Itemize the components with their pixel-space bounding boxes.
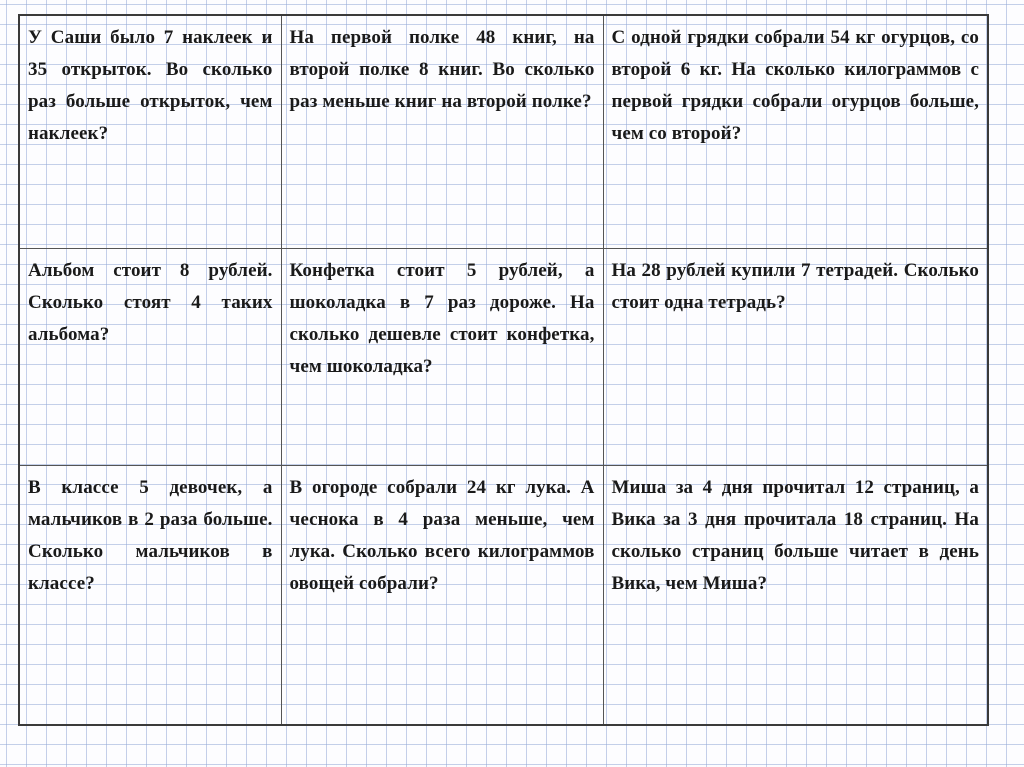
problem-cell: Конфетка стоит 5 рублей, а шоколадка в 7 раз дороже. На сколько дешевле стоит конфетка, чем шоколадка? (281, 249, 603, 466)
problem-cell: У Саши было 7 наклеек и 35 открыток. Во сколько раз больше открыток, чем наклеек? (19, 15, 281, 249)
problem-cell: На первой полке 48 книг, на второй полке 8 книг. Во сколько раз меньше книг на второй полке? (281, 15, 603, 249)
problem-cell: Миша за 4 дня прочитал 12 страниц, а Вика за 3 дня прочитала 18 страниц. На сколько страниц больше читает в день Вика, чем Миша? (603, 466, 988, 726)
problem-cell: На 28 рублей купили 7 тетрадей. Сколько стоит одна тетрадь? (603, 249, 988, 466)
problem-cell: С одной грядки собрали 54 кг огурцов, со второй 6 кг. На сколько килограммов с первой грядки собрали огурцов больше, чем со второй? (603, 15, 988, 249)
table-row (19, 249, 988, 466)
table-row (19, 466, 988, 726)
problems-table (18, 14, 989, 726)
problem-cell: В классе 5 девочек, а мальчиков в 2 раза больше. Сколько мальчиков в классе? (19, 466, 281, 726)
table-row (19, 15, 988, 249)
problem-cell: Альбом стоит 8 рублей. Сколько стоят 4 таких альбома? (19, 249, 281, 466)
problem-cell: В огороде собрали 24 кг лука. А чеснока в 4 раза меньше, чем лука. Сколько всего килограммов овощей собрали? (281, 466, 603, 726)
